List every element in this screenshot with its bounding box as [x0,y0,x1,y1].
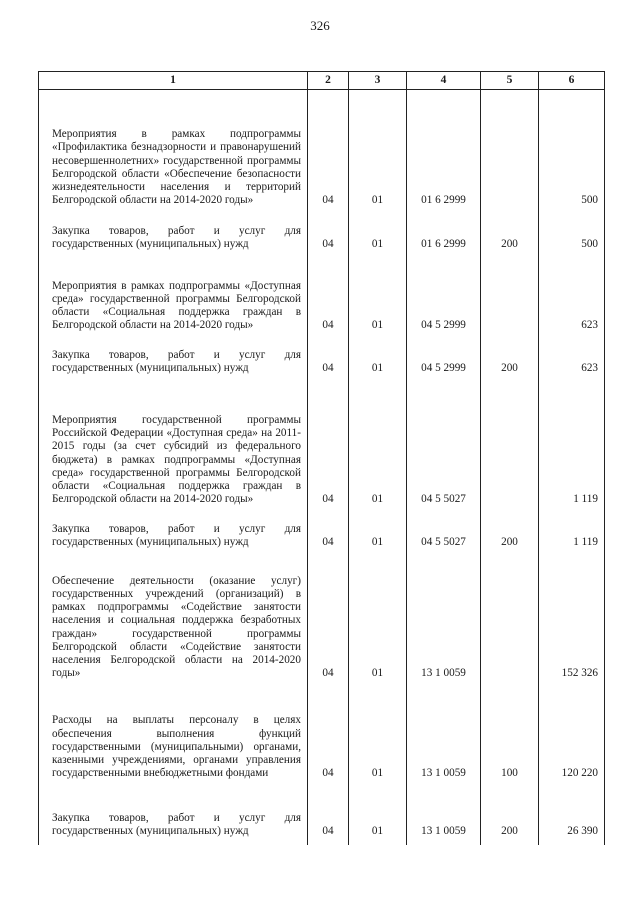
subsection-code: 01 [349,214,407,258]
subsection-code: 01 [349,258,407,339]
table-row [39,787,605,845]
expense-type-code: 200 [481,513,539,556]
column-header: 4 [407,72,481,90]
amount-value: 120 220 [539,687,605,787]
amount-value: 1 119 [539,513,605,556]
subsection-code: 01 [349,687,407,787]
column-header: 3 [349,72,407,90]
expense-type-code: 200 [481,787,539,845]
section-code: 04 [308,339,349,382]
target-article-code: 13 1 0059 [407,787,481,845]
row-description: Мероприятия в рамках подпрограммы «Профилактика безнадзорности и правонарушений несовершеннолетних» государственной программы Белгородской области «Обеспечение безопасности жизнедеятельности населения и территорий Белгородской области на 2014-2020 годы» [39,90,308,214]
section-code: 04 [308,787,349,845]
section-code: 04 [308,258,349,339]
subsection-code: 01 [349,382,407,513]
target-article-code: 01 6 2999 [407,214,481,258]
row-description: Обеспечение деятельности (оказание услуг) государственных учреждений (организаций) в рамках подпрограммы «Содействие занятости населения и социальная поддержка безработных граждан» государственной программы Белгородской области «Содействие занятости населения Белгородской области на 2014-2020 годы» [39,556,308,687]
table-row [39,258,605,339]
target-article-code: 04 5 2999 [407,258,481,339]
table-row [39,556,605,687]
section-code: 04 [308,214,349,258]
expense-type-code: 100 [481,687,539,787]
target-article-code: 13 1 0059 [407,687,481,787]
table-row [39,382,605,513]
expense-type-code [481,556,539,687]
target-article-code: 04 5 5027 [407,382,481,513]
column-header: 6 [539,72,605,90]
table-row [39,90,605,214]
subsection-code: 01 [349,556,407,687]
subsection-code: 01 [349,339,407,382]
subsection-code: 01 [349,90,407,214]
target-article-code: 13 1 0059 [407,556,481,687]
row-description: Мероприятия государственной программы Российской Федерации «Доступная среда» на 2011-2015 годы (за счет субсидий из федерального бюджета) в рамках подпрограммы «Доступная среда» государственной программы Белгородской области «Социальная поддержка граждан в Белгородской области на 2014-2020 годы» [39,382,308,513]
amount-value: 26 390 [539,787,605,845]
table-header-row [39,72,605,90]
expense-type-code: 200 [481,214,539,258]
expense-type-code [481,258,539,339]
table-row [39,513,605,556]
section-code: 04 [308,687,349,787]
table-row [39,339,605,382]
section-code: 04 [308,90,349,214]
section-code: 04 [308,382,349,513]
expense-type-code: 200 [481,339,539,382]
row-description: Закупка товаров, работ и услуг для государственных (муниципальных) нужд [39,513,308,556]
expense-type-code [481,382,539,513]
amount-value: 623 [539,258,605,339]
subsection-code: 01 [349,513,407,556]
section-code: 04 [308,513,349,556]
row-description: Закупка товаров, работ и услуг для государственных (муниципальных) нужд [39,214,308,258]
page-number: 326 [310,18,330,33]
column-header: 1 [39,72,308,90]
target-article-code: 04 5 2999 [407,339,481,382]
amount-value: 1 119 [539,382,605,513]
budget-table [38,71,605,845]
column-header: 2 [308,72,349,90]
expense-type-code [481,90,539,214]
amount-value: 500 [539,214,605,258]
amount-value: 152 326 [539,556,605,687]
amount-value: 623 [539,339,605,382]
column-header: 5 [481,72,539,90]
row-description: Мероприятия в рамках подпрограммы «Доступная среда» государственной программы Белгородской области «Социальная поддержка граждан в Белгородской области на 2014-2020 годы» [39,258,308,339]
table-row [39,214,605,258]
target-article-code: 04 5 5027 [407,513,481,556]
row-description: Расходы на выплаты персоналу в целях обеспечения выполнения функций государственными (муниципальными) органами, казенными учреждениями, органами управления государственными внебюджетными фондами [39,687,308,787]
amount-value: 500 [539,90,605,214]
row-description: Закупка товаров, работ и услуг для государственных (муниципальных) нужд [39,787,308,845]
table-row [39,687,605,787]
row-description: Закупка товаров, работ и услуг для государственных (муниципальных) нужд [39,339,308,382]
target-article-code: 01 6 2999 [407,90,481,214]
section-code: 04 [308,556,349,687]
subsection-code: 01 [349,787,407,845]
